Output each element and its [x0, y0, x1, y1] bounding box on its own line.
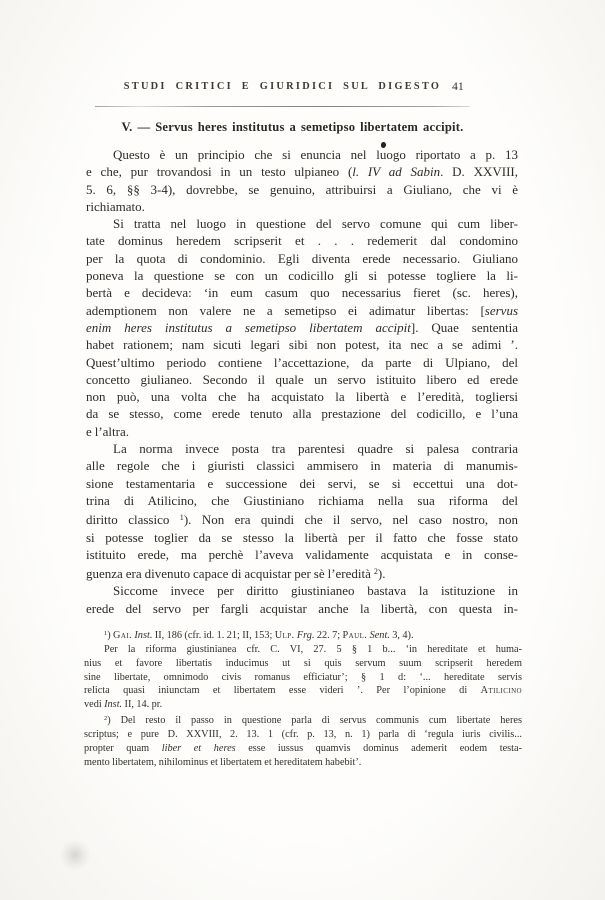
text-line: diritto classico $^1$). Non era quindi che il servo, nel caso nostro, non — [86, 512, 518, 528]
text-line: istituito erede, ma perchè l’aveva validamente acquistata e in conse- — [86, 546, 518, 562]
text-line: richiamato. — [86, 198, 145, 214]
text-line: nius et favore libertatis inducimus ut si quis servum suum scripserit heredem — [84, 657, 522, 669]
text-line: trina di Atilicino, che Giustiniano richiama nella sua riforma del — [86, 492, 518, 508]
scan-smudge-artifact — [58, 840, 92, 870]
text-line: si potesse toglier da se stesso la libertà per il fatto che fosse stato — [86, 529, 518, 545]
running-header-title: STUDI CRITICI E GIURIDICI SUL DIGESTO — [123, 81, 442, 92]
text-line: Questo è un principio che si enuncia nel luogo riportato a p. 13 — [113, 147, 518, 162]
text-line: relicta quasi iniunctam et libertatem esse videri ’. Per l’opinione di Atilicino — [84, 685, 522, 697]
text-line: concetto giulianeo. Secondo il quale un servo istituito libero ed erede — [86, 371, 518, 387]
text-line: guenza era divenuto capace di acquistar per sè l’eredità $^2$). — [86, 566, 386, 582]
text-line: e che, pur trovandosi in un testo ulpianeo (l. IV ad Sabin. D. XXVIII, — [86, 164, 518, 180]
text-line: Si tratta nel luogo in questione del servo comune qui cum liber- — [113, 216, 518, 232]
text-line: erede del servo per fargli acquistar anche la libertà, con questa in- — [86, 600, 518, 616]
text-line: scriptus; e pure D. XXVIII, 2. 13. 1 (cfr. p. 13, n. 1) parla di ‘regula iuris civilis... — [84, 728, 522, 740]
text-line: Quest’ultimo periodo contiene l’accettazione, da parte di Ulpiano, del — [86, 354, 518, 370]
text-line: da se stesso, come erede tenuto alla prestazione del codicillo, e l’una — [86, 406, 518, 422]
text-line: ademptionem non valere ne a semetipso ei adimatur libertas: [servus — [86, 302, 518, 318]
body-text — [86, 146, 518, 617]
page-number: 41 — [452, 79, 464, 93]
text-line: vedi Inst. II, 14. pr. — [84, 699, 163, 711]
text-line: Per la riforma giustinianea cfr. C. VI, 27. 5 § 1 b... ‘in hereditate et huma- — [104, 643, 522, 655]
text-line: alle regole che i giuristi classici ammisero in materia di manumis- — [86, 458, 518, 474]
text-line: habet rationem; nam sicuti legari sibi non potest, ita nec a se adimi ’. — [86, 337, 518, 353]
text-line: $^2$) Del resto il passo in questione parla di servus communis cum libertate heres — [104, 714, 522, 727]
text-line: tate dominus heredem scripserit et . . . redemerit dal condomino — [86, 233, 518, 249]
text-line: La norma invece posta tra parentesi quadre si palesa contraria — [113, 441, 518, 457]
text-line: mento libertatem, nihilominus et libertatem et hereditatem habebit’. — [84, 756, 362, 768]
footnotes-text — [84, 627, 522, 769]
text-line: sione testamentaria e successione dei servi, se si eccettui una dot- — [86, 475, 518, 491]
section-heading: V. — Servus heres institutus a semetipso libertatem accipit. — [121, 120, 464, 134]
text-line: propter quam liber et heres esse iussus quamvis dominus ademerit eodem testa- — [84, 742, 523, 754]
text-line: per la quota di condominio. Egli diventa erede necessario. Giuliano — [86, 250, 518, 266]
text-line: non può, una volta che ha acquistato la libertà e l’eredità, togliersi — [86, 389, 518, 405]
text-line: poneva la questione se con un codicillo gli si potesse togliere la li- — [86, 268, 518, 284]
text-line: sine libertate, omnimodo civis romanus efficiatur’; § 1 d: ‘... hereditate servis — [84, 671, 522, 683]
text-line: enim heres institutus a semetipso libertatem accipit]. Quae sententia — [86, 319, 518, 335]
text-line: 5. 6, §§ 3-4), dovrebbe, se genuino, attribuirsi a Giuliano, che vi è — [86, 181, 518, 197]
text-line: e l’altra. — [86, 423, 130, 439]
text-line: $^1$) Gai. Inst. II, 186 (cfr. id. 1. 21; II, 153; Ulp. Frg. 22. 7; Paul. Sent. 3, 4). — [104, 630, 414, 642]
text-line: bertà e decideva: ‘in eum casum quo necessarius fieret (sc. heres), — [86, 285, 518, 301]
header-rule — [95, 106, 470, 107]
text-line: Siccome invece per diritto giustinianeo bastava la istituzione in — [113, 583, 518, 599]
